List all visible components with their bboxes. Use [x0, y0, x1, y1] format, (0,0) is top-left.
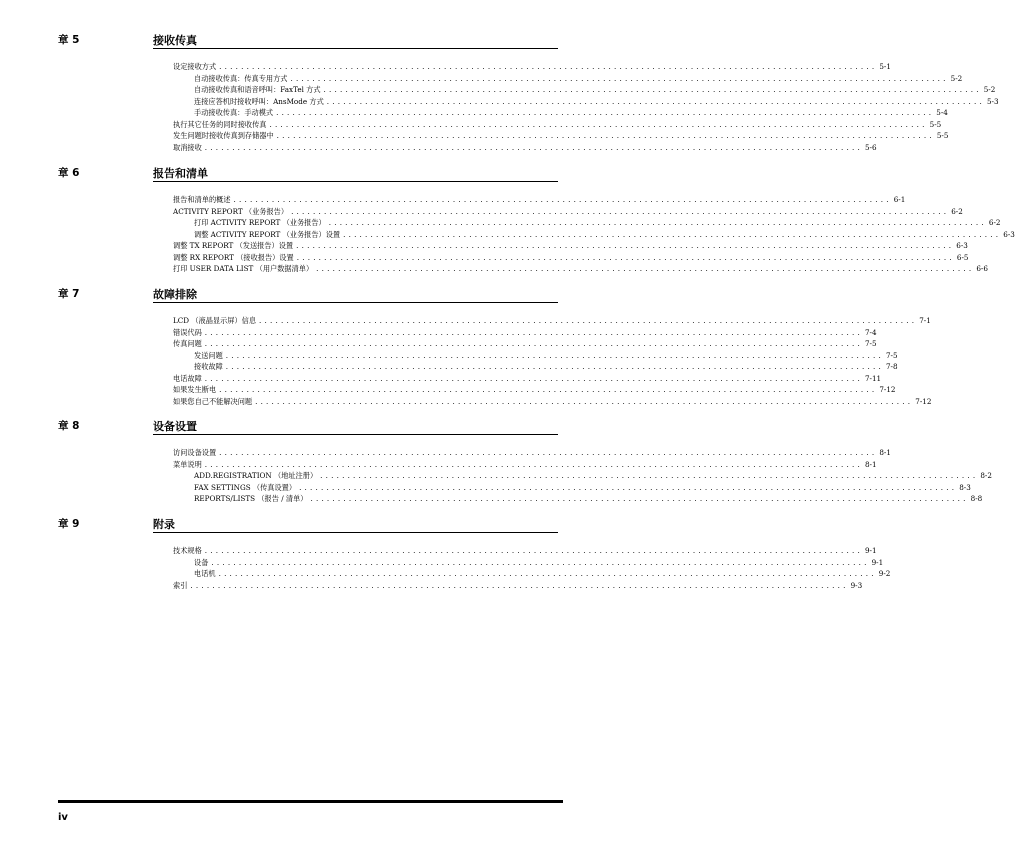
toc-entry[interactable] — [173, 252, 969, 264]
chapter-number: 章 7 — [58, 288, 80, 300]
toc-entry-title: 执行其它任务的同时接收传真 — [173, 119, 269, 131]
toc-entry-page: 6-5 — [956, 252, 969, 262]
chapter-title: 设备设置 — [153, 420, 197, 433]
toc-entry-title: 电话机 — [194, 568, 219, 580]
toc-entry-page: 8-2 — [980, 471, 992, 480]
chapter-title: 故障排除 — [153, 288, 197, 301]
toc-entry-page: 6-2 — [951, 206, 963, 216]
toc-entry-list — [173, 447, 992, 505]
toc-entry[interactable] — [173, 142, 877, 154]
toc-entry[interactable] — [173, 384, 896, 396]
toc-entry-page: 7-11 — [864, 373, 882, 383]
toc-entry-page: 6-6 — [976, 264, 988, 273]
dot-leader: ........................................................................................................................ — [316, 264, 975, 273]
toc-entry-title: 发送问题 — [194, 350, 226, 362]
toc-entry-title: 如果您自己不能解决问题 — [173, 396, 255, 408]
toc-entry-page: 5-3 — [986, 96, 999, 106]
chapter-number: 章 8 — [58, 420, 80, 432]
dot-leader: ........................................................................................................................ — [326, 96, 985, 106]
dot-leader: ........................................................................................................................ — [219, 62, 878, 71]
chapter-title: 报告和清单 — [153, 167, 208, 180]
toc-entry-page: 9-1 — [864, 546, 877, 555]
toc-entry-title: 调整 ACTIVITY REPORT （业务报告）设置 — [194, 229, 343, 241]
toc-entry-title: FAX SETTINGS （传真设置） — [194, 482, 299, 494]
dot-leader: ........................................................................................................................ — [204, 339, 863, 348]
toc-entry[interactable] — [173, 580, 863, 592]
toc-entry[interactable] — [173, 545, 877, 557]
chapter-number: 章 9 — [58, 518, 80, 530]
dot-leader: ........................................................................................................................ — [320, 471, 979, 480]
toc-entry-title: 接收故障 — [194, 361, 226, 373]
toc-entry-title: ACTIVITY REPORT （业务报告） — [173, 206, 291, 218]
toc-entry-page: 6-3 — [1003, 229, 1015, 239]
toc-entry-page: 8-1 — [864, 459, 877, 469]
toc-entry-page: 5-5 — [936, 131, 949, 140]
chapter-rule — [153, 434, 558, 435]
toc-entry-page: 7-8 — [885, 362, 898, 371]
toc-entry[interactable] — [194, 470, 992, 482]
toc-entry-page: 9-2 — [878, 569, 891, 578]
toc-entry-title: 如果发生断电 — [173, 384, 219, 396]
toc-entry[interactable] — [173, 338, 877, 350]
toc-entry[interactable] — [194, 107, 948, 119]
toc-entry[interactable] — [173, 130, 949, 142]
chapter-number: 章 6 — [58, 167, 80, 179]
toc-entry[interactable] — [173, 459, 877, 471]
dot-leader: ........................................................................................................................ — [291, 206, 950, 216]
dot-leader: ........................................................................................................................ — [233, 195, 892, 204]
dot-leader: ........................................................................................................................ — [204, 459, 863, 469]
toc-entry-title: 自动接收传真和语音呼叫：FaxTel 方式 — [194, 84, 324, 96]
toc-entry-page: 7-12 — [915, 396, 932, 406]
dot-leader: ........................................................................................................................ — [290, 73, 949, 83]
toc-entry-title: 技术规格 — [173, 545, 205, 557]
toc-entry[interactable] — [194, 73, 963, 85]
toc-entry-title: 手动接收传真：手动模式 — [194, 107, 276, 119]
chapter-6-section — [58, 165, 1015, 273]
toc-entry-title: 调整 TX REPORT （发送报告）设置 — [173, 240, 296, 252]
chapter-heading — [58, 32, 558, 47]
chapter-rule — [153, 532, 558, 533]
toc-entry[interactable] — [194, 568, 891, 580]
toc-entry-page: 5-2 — [983, 85, 996, 94]
toc-entry[interactable] — [173, 327, 877, 339]
toc-entry-page: 9-1 — [871, 557, 884, 567]
dot-leader: ........................................................................................................................ — [323, 85, 982, 94]
toc-entry[interactable] — [173, 263, 988, 275]
toc-entry[interactable] — [173, 119, 942, 131]
chapter-heading — [58, 516, 558, 531]
toc-entry-page: 7-5 — [885, 350, 898, 360]
dot-leader: ........................................................................................................................ — [276, 131, 935, 140]
dot-leader: ........................................................................................................................ — [225, 362, 884, 371]
page-number: iv — [58, 812, 68, 823]
chapter-7-section — [58, 286, 932, 406]
chapter-rule — [153, 48, 558, 49]
toc-entry-title: 取消接收 — [173, 142, 205, 154]
toc-entry[interactable] — [173, 373, 882, 385]
dot-leader: ........................................................................................................................ — [225, 350, 884, 360]
toc-entry-title: 连接应答机时接收呼叫：AnsMode 方式 — [194, 96, 327, 108]
toc-entry-page: 6-1 — [893, 195, 906, 204]
dot-leader: ........................................................................................................................ — [328, 218, 987, 227]
toc-entry-title: 电话故障 — [173, 373, 205, 385]
toc-entry-title: 打印 ACTIVITY REPORT （业务报告） — [194, 217, 329, 229]
dot-leader: ........................................................................................................................ — [296, 252, 955, 262]
chapter-rule — [153, 181, 558, 182]
toc-entry-page: 6-2 — [988, 218, 1001, 227]
toc-entry[interactable] — [194, 96, 999, 108]
toc-entry[interactable] — [194, 350, 898, 362]
toc-entry-title: 自动接收传真：传真专用方式 — [194, 73, 290, 85]
toc-entry[interactable] — [173, 396, 932, 408]
dot-leader: ........................................................................................................................ — [190, 580, 849, 590]
toc-entry-page: 5-6 — [864, 142, 877, 152]
toc-entry[interactable] — [173, 194, 906, 206]
toc-entry[interactable] — [194, 229, 1015, 241]
dot-leader: ........................................................................................................................ — [296, 241, 955, 250]
toc-entry-page: 8-1 — [879, 448, 891, 457]
toc-entry-list — [173, 545, 891, 591]
toc-entry-title: 设备 — [194, 557, 211, 569]
dot-leader: ........................................................................................................................ — [219, 385, 878, 394]
dot-leader: ........................................................................................................................ — [211, 557, 870, 567]
toc-entry-title: 发生问题时接收传真到存储器中 — [173, 130, 277, 142]
toc-entry-title: 访问设备设置 — [173, 447, 219, 459]
toc-entry[interactable] — [194, 493, 983, 505]
dot-leader: ........................................................................................................................ — [218, 569, 877, 578]
chapter-5-section — [58, 32, 999, 152]
chapter-title: 附录 — [153, 518, 175, 531]
chapter-number: 章 5 — [58, 34, 80, 46]
dot-leader: ........................................................................................................................ — [255, 396, 914, 406]
toc-entry-page: 9-3 — [850, 580, 863, 590]
toc-entry-page: 5-5 — [929, 119, 942, 129]
toc-entry[interactable] — [173, 447, 891, 459]
toc-entry-title: 菜单说明 — [173, 459, 205, 471]
chapter-heading — [58, 165, 558, 180]
chapter-rule — [153, 302, 558, 303]
chapter-title: 接收传真 — [153, 34, 197, 47]
toc-entry-page: 7-5 — [864, 339, 877, 348]
dot-leader: ........................................................................................................................ — [343, 229, 1002, 239]
toc-entry-title: 索引 — [173, 580, 190, 592]
dot-leader: ........................................................................................................................ — [299, 482, 958, 492]
toc-entry[interactable] — [194, 84, 996, 96]
toc-entry-page: 5-2 — [950, 73, 963, 83]
toc-entry-page: 5-1 — [879, 62, 891, 71]
toc-entry[interactable] — [173, 315, 931, 327]
dot-leader: ........................................................................................................................ — [204, 327, 863, 337]
dot-leader: ........................................................................................................................ — [269, 119, 928, 129]
chapter-8-section — [58, 418, 992, 503]
dot-leader: ........................................................................................................................ — [276, 108, 935, 117]
toc-entry-title: LCD （液晶显示屏）信息 — [173, 315, 259, 327]
dot-leader: ........................................................................................................................ — [259, 316, 918, 325]
toc-entry[interactable] — [194, 217, 1001, 229]
toc-entry[interactable] — [173, 240, 968, 252]
toc-entry-page: 7-12 — [879, 385, 896, 394]
toc-entry-title: ADD.REGISTRATION （地址注册） — [194, 470, 320, 482]
toc-entry-page: 8-3 — [959, 482, 971, 492]
toc-entry-page: 6-3 — [956, 241, 968, 250]
toc-entry-list — [173, 194, 1015, 275]
dot-leader: ........................................................................................................................ — [219, 448, 878, 457]
toc-entry[interactable] — [194, 482, 971, 494]
toc-entry-title: 设定接收方式 — [173, 61, 219, 73]
chapter-9-section — [58, 516, 891, 590]
toc-entry-title: 打印 USER DATA LIST （用户数据清单） — [173, 263, 316, 275]
toc-entry[interactable] — [173, 61, 891, 73]
footer-rule — [58, 800, 563, 803]
toc-entry-page: 8-8 — [970, 494, 983, 503]
dot-leader: ........................................................................................................................ — [204, 373, 863, 383]
chapter-heading — [58, 286, 558, 301]
toc-entry-title: REPORTS/LISTS （报告 / 清单） — [194, 493, 310, 505]
toc-entry-page: 7-4 — [864, 327, 877, 337]
dot-leader: ........................................................................................................................ — [310, 494, 969, 503]
toc-entry-list — [173, 315, 932, 407]
toc-entry-title: 传真问题 — [173, 338, 205, 350]
toc-entry[interactable] — [194, 361, 898, 373]
toc-entry-list — [173, 61, 999, 153]
dot-leader: ........................................................................................................................ — [204, 546, 863, 555]
toc-entry-page: 5-4 — [936, 108, 948, 117]
toc-entry[interactable] — [173, 206, 963, 218]
toc-entry-title: 报告和清单的概述 — [173, 194, 234, 206]
toc-entry-title: 错误代码 — [173, 327, 205, 339]
toc-entry-page: 7-1 — [919, 316, 931, 325]
toc-entry[interactable] — [194, 557, 884, 569]
chapter-heading — [58, 418, 558, 433]
toc-entry-title: 调整 RX REPORT （接收报告）设置 — [173, 252, 297, 264]
dot-leader: ........................................................................................................................ — [204, 142, 863, 152]
